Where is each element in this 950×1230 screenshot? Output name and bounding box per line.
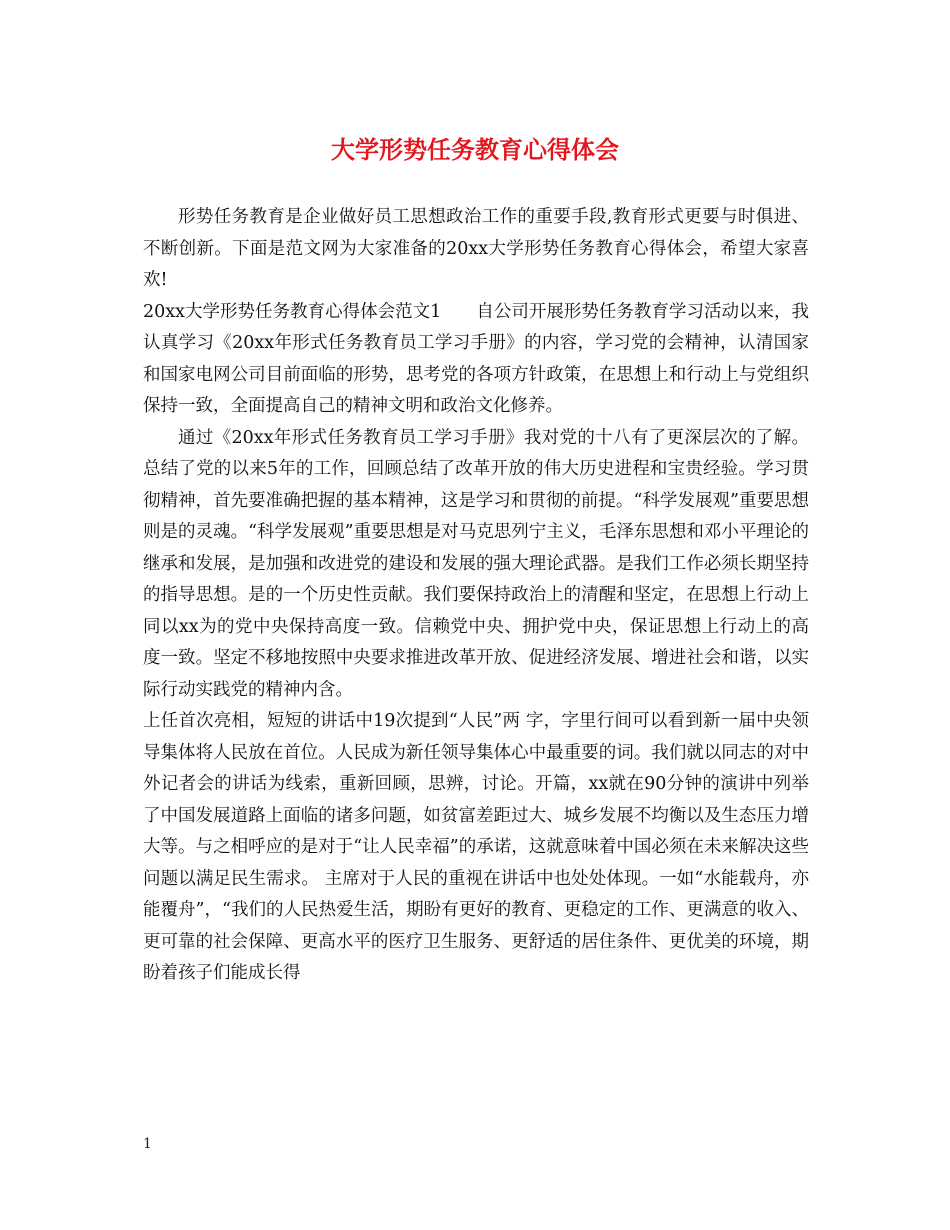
paragraph-people: 上任首次亮相，短短的讲话中19次提到“人民”两 字，字里行间可以看到新一届中央领导集体将人民放在首位。人民成为新任领导集体心中最重要的词。我们就以同志的对中外记者会的讲话为线索，重新回顾，思辨，讨论。开篇，xx就在90分钟的演讲中列举了中国发展道路上面临的诸多问题，如贫富差距过大、城乡发展不均衡以及生态压力增大等。与之相呼应的是对于“让人民幸福”的承诺，这就意味着中国必须在未来解决这些问题以满足民生需求。 主席对于人民的重视在讲话中也处处体现。一如“水能载舟，亦能覆舟”，“我们的人民热爱生活，期盼有更好的教育、更稳定的工作、更满意的收入、更可靠的社会保障、更高水平的医疗卫生服务、更舒适的居住条件、更优美的环境，期盼着孩子们能成长得 (143, 711, 809, 983)
paragraph-study-manual: 通过《20xx年形式任务教育员工学习手册》我对党的十八有了更深层次的了解。总结了党的以来5年的工作，回顾总结了改革开放的伟大历史进程和宝贵经验。学习贯彻精神，首先要准确把握的基本精神，这是学习和贯彻的前提。“科学发展观”重要思想则是的灵魂。“科学发展观”重要思想是对马克思列宁主义，毛泽东思想和邓小平理论的继承和发展，是加强和改进党的建设和发展的强大理论武器。是我们工作必须长期坚持的指导思想。是的一个历史性贡献。我们要保持政治上的清醒和坚定，在思想上行动上同以xx为的党中央保持高度一致。信赖党中央、拥护党中央，保证思想上行动上的高度一致。坚定不移地按照中央要求推进改革开放、促进经济发展、增进社会和谐，以实际行动实践党的精神内含。 (143, 427, 809, 700)
document-body (143, 202, 809, 990)
document-title: 大学形势任务教育心得体会 (331, 135, 619, 164)
paragraph-intro: 形势任务教育是企业做好员工思想政治工作的重要手段,教育形式更要与时俱进、不断创新。下面是范文网为大家准备的20xx大学形势任务教育心得体会，希望大家喜欢! (143, 207, 809, 290)
page-number: 1 (143, 1136, 152, 1152)
paragraph-sample-1: 20xx大学形势任务教育心得体会范文1 自公司开展形势任务教育学习活动以来，我认真学习《20xx年形式任务教育员工学习手册》的内容，学习党的会精神，认清国家和国家电网公司目前面临的形势，思考党的各项方针政策，在思想上和行动上与党组织保持一致，全面提高自己的精神文明和政治文化修养。 (143, 301, 809, 416)
